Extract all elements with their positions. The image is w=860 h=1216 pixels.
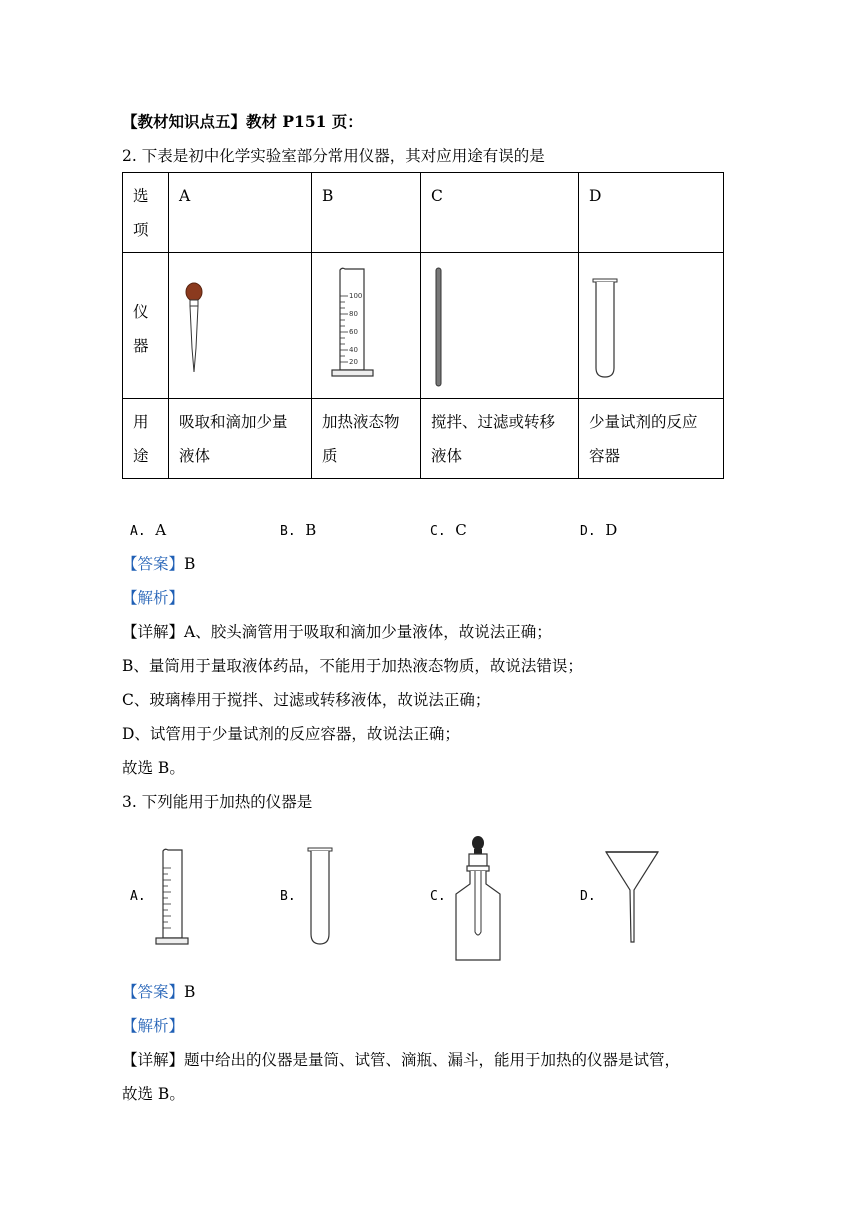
q3-stem: 3. 下列能用于加热的仪器是	[122, 793, 313, 811]
use-d: 少量试剂的反应 容器	[579, 399, 724, 479]
cell-option-d: D	[579, 173, 724, 253]
q2-option-d: D. D	[580, 521, 618, 539]
svg-text:80: 80	[349, 310, 358, 318]
use-c: 搅拌、过滤或转移 液体	[421, 399, 579, 479]
funnel-icon	[604, 848, 660, 948]
q2-detail-line: 故选 B。	[122, 759, 185, 777]
q3-detail-line: 故选 B。	[122, 1085, 185, 1103]
q2-analysis-tag: 【解析】	[122, 589, 185, 607]
q3-option-c: C.	[430, 889, 446, 904]
svg-text:100: 100	[349, 292, 363, 300]
svg-text:40: 40	[349, 346, 358, 354]
q3-option-d: D.	[580, 889, 596, 904]
q2-option-b: B. B	[280, 521, 317, 539]
graduated-cylinder-icon	[328, 266, 378, 384]
glass-rod-icon	[433, 266, 445, 388]
cell-option-c: C	[421, 173, 579, 253]
graduated-cylinder-icon	[152, 848, 194, 948]
cell-option-b: B	[312, 173, 421, 253]
use-a: 吸取和滴加少量 液体	[169, 399, 312, 479]
test-tube-icon	[306, 846, 336, 950]
dropper-icon	[180, 276, 210, 376]
q3-option-b: B.	[280, 889, 296, 904]
q2-detail-line: D、试管用于少量试剂的反应容器，故说法正确；	[122, 725, 460, 743]
q2-stem: 2. 下表是初中化学实验室部分常用仪器，其对应用途有误的是	[122, 147, 545, 165]
test-tube-icon	[591, 276, 621, 380]
q2-option-a: A. A	[130, 521, 167, 539]
dropping-bottle-icon	[452, 832, 508, 964]
q2-detail-line: C、玻璃棒用于搅拌、过滤或转移液体，故说法正确；	[122, 691, 491, 709]
q2-detail-line: B、量筒用于量取液体药品，不能用于加热液态物质，故说法错误；	[122, 657, 583, 675]
q3-option-a: A.	[130, 889, 146, 904]
svg-text:60: 60	[349, 328, 358, 336]
row-header-instrument: 仪 器	[123, 253, 169, 399]
row-header-options: 选 项	[123, 173, 169, 253]
cell-option-a: A	[169, 173, 312, 253]
use-b: 加热液态物 质	[312, 399, 421, 479]
section-header: 【教材知识点五】教材 P151 页：	[122, 112, 363, 131]
q3-analysis-tag: 【解析】	[122, 1017, 185, 1035]
row-header-use: 用 途	[123, 399, 169, 479]
q2-detail-line: 【详解】A、胶头滴管用于吸取和滴加少量液体，故说法正确；	[122, 623, 552, 641]
instrument-table	[122, 172, 724, 479]
svg-text:20: 20	[349, 358, 358, 366]
q3-detail-line: 【详解】题中给出的仪器是量筒、试管、滴瓶、漏斗，能用于加热的仪器是试管，	[122, 1051, 681, 1069]
q3-answer: 【答案】B	[122, 983, 196, 1001]
q2-answer: 【答案】B	[122, 555, 196, 573]
q2-option-c: C. C	[430, 521, 467, 539]
